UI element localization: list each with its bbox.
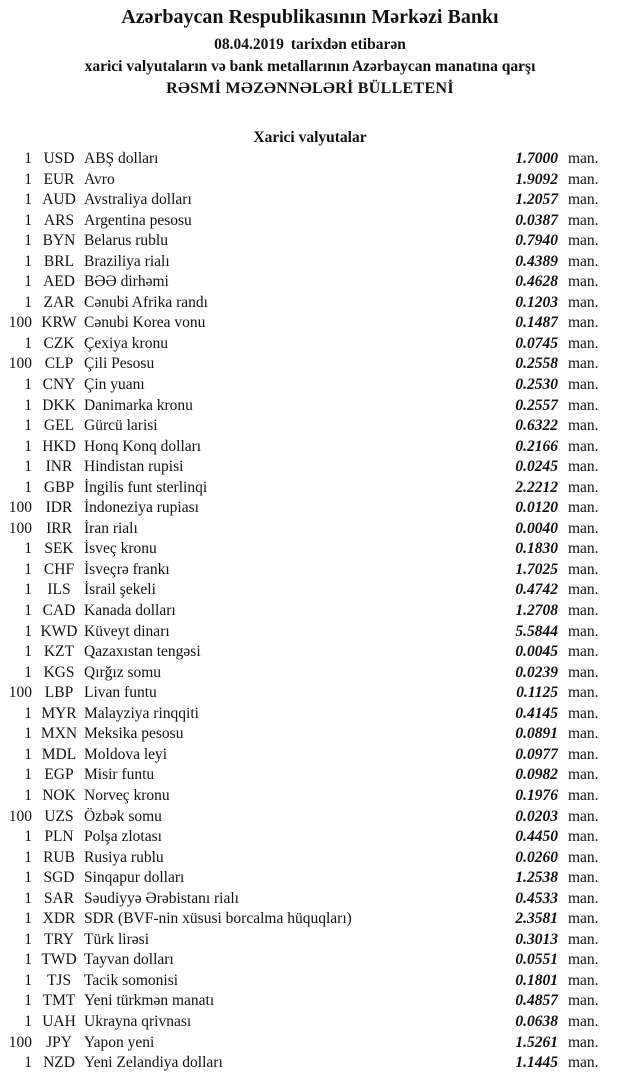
currency-code: PLN xyxy=(44,828,74,846)
currency-code: TJS xyxy=(46,971,72,989)
currency-rate: 1.7000 xyxy=(515,150,558,167)
rate-row xyxy=(0,170,620,191)
currency-quantity: 1 xyxy=(24,191,32,209)
currency-name: Çin yuanı xyxy=(84,376,145,394)
currency-rate: 0.0120 xyxy=(515,499,558,517)
unit-label: man. xyxy=(568,807,599,825)
currency-name: Moldova leyi xyxy=(84,745,168,763)
unit-label: man. xyxy=(568,992,599,1010)
rate-row xyxy=(0,622,620,643)
currency-quantity: 1 xyxy=(24,766,32,784)
currency-rate: 0.1487 xyxy=(515,314,558,332)
rate-row xyxy=(0,231,620,252)
rate-row xyxy=(0,375,620,396)
currency-name: İran rialı xyxy=(84,519,138,537)
unit-label: man. xyxy=(568,252,599,270)
currency-quantity: 1 xyxy=(24,232,32,250)
unit-label: man. xyxy=(568,704,599,722)
unit-label: man. xyxy=(568,602,599,620)
unit-label: man. xyxy=(568,211,599,229)
rate-row xyxy=(0,416,620,437)
currency-code: KGS xyxy=(43,663,75,681)
currency-quantity: 1 xyxy=(24,458,32,476)
currency-rate: 5.5844 xyxy=(515,622,558,640)
unit-label: man. xyxy=(568,869,599,887)
currency-code: CZK xyxy=(43,334,75,352)
currency-rate: 0.0551 xyxy=(515,951,558,969)
currency-code: KRW xyxy=(41,314,77,332)
currency-quantity: 1 xyxy=(24,869,32,887)
currency-code: BYN xyxy=(42,232,76,250)
unit-label: man. xyxy=(568,1054,599,1072)
unit-label: man. xyxy=(568,499,599,517)
currency-code: IDR xyxy=(45,499,73,517)
rate-row xyxy=(0,457,620,478)
currency-name: Cənubi Korea vonu xyxy=(84,314,206,332)
currency-quantity: 1 xyxy=(24,150,32,167)
currency-rate: 0.1125 xyxy=(516,684,558,702)
currency-name: İngilis funt sterlinqi xyxy=(84,478,208,496)
rate-row xyxy=(0,868,620,889)
currency-name: Danimarka kronu xyxy=(84,396,193,414)
currency-name: Argentina pesosu xyxy=(84,211,192,229)
currency-rate: 0.0982 xyxy=(515,766,558,784)
currency-name: Rusiya rublu xyxy=(84,848,164,866)
currency-name: Hindistan rupisi xyxy=(84,458,184,476)
rate-row xyxy=(0,950,620,971)
currency-code: AUD xyxy=(42,191,76,209)
rate-row xyxy=(0,1053,620,1073)
unit-label: man. xyxy=(568,519,599,537)
unit-label: man. xyxy=(568,191,599,209)
currency-quantity: 1 xyxy=(24,828,32,846)
unit-label: man. xyxy=(568,540,599,558)
rate-row xyxy=(0,807,620,828)
currency-code: JPY xyxy=(46,1033,72,1051)
rate-row xyxy=(0,354,620,375)
currency-name: Sinqapur dolları xyxy=(84,869,185,887)
currency-rate: 2.2212 xyxy=(515,478,558,496)
currency-code: UZS xyxy=(44,807,74,825)
currency-quantity: 1 xyxy=(24,889,32,907)
rate-row xyxy=(0,642,620,663)
rate-row xyxy=(0,909,620,930)
currency-code: KZT xyxy=(43,643,75,661)
currency-quantity: 1 xyxy=(24,334,32,352)
rate-row xyxy=(0,519,620,540)
currency-name: Yapon yeni xyxy=(84,1033,155,1051)
currency-code: NOK xyxy=(42,786,76,804)
unit-label: man. xyxy=(568,458,599,476)
unit-label: man. xyxy=(568,971,599,989)
currency-rate: 1.2057 xyxy=(515,191,558,209)
currency-rate: 2.3581 xyxy=(515,910,558,928)
unit-label: man. xyxy=(568,355,599,373)
currency-rate: 0.4533 xyxy=(515,889,558,907)
currency-quantity: 1 xyxy=(24,951,32,969)
unit-label: man. xyxy=(568,314,599,332)
currency-quantity: 100 xyxy=(8,499,32,517)
currency-rate: 0.0245 xyxy=(515,458,558,476)
currency-code: CHF xyxy=(43,560,75,578)
currency-code: TRY xyxy=(43,930,75,948)
currency-quantity: 1 xyxy=(24,910,32,928)
unit-label: man. xyxy=(568,766,599,784)
currency-quantity: 1 xyxy=(24,848,32,866)
rate-row xyxy=(0,663,620,684)
currency-code: EUR xyxy=(43,170,75,188)
currency-rate: 0.0745 xyxy=(515,334,558,352)
unit-label: man. xyxy=(568,232,599,250)
currency-name: Qazaxıstan tengəsi xyxy=(84,643,201,661)
currency-name: Honq Konq dolları xyxy=(84,437,202,455)
currency-quantity: 1 xyxy=(24,704,32,722)
currency-name: İsveçrə frankı xyxy=(84,560,170,578)
currency-rate: 0.7940 xyxy=(515,232,558,250)
currency-rate: 0.6322 xyxy=(515,417,558,435)
currency-name: Çili Pesosu xyxy=(84,355,155,373)
currency-name: Norveç kronu xyxy=(84,786,170,804)
currency-quantity: 1 xyxy=(24,971,32,989)
unit-label: man. xyxy=(568,848,599,866)
unit-label: man. xyxy=(568,1033,599,1051)
rate-row xyxy=(0,313,620,334)
unit-label: man. xyxy=(568,622,599,640)
currency-code: INR xyxy=(45,458,73,476)
currency-rate: 0.4742 xyxy=(515,581,558,599)
currency-code: USD xyxy=(43,150,75,167)
currency-name: İsrail şekeli xyxy=(84,581,156,599)
currency-name: İsveç kronu xyxy=(84,540,157,558)
currency-name: Türk lirəsi xyxy=(84,930,149,948)
currency-quantity: 1 xyxy=(24,437,32,455)
currency-quantity: 1 xyxy=(24,643,32,661)
rate-row xyxy=(0,745,620,766)
rate-row xyxy=(0,272,620,293)
currency-rate: 0.0638 xyxy=(515,1012,558,1030)
currency-name: SDR (BVF-nin xüsusi borcalma hüquqları) xyxy=(84,910,352,928)
rate-row xyxy=(0,1033,620,1054)
section-title-foreign-currencies: Xarici valyutalar xyxy=(253,129,367,146)
currency-quantity: 100 xyxy=(8,355,32,373)
unit-label: man. xyxy=(568,745,599,763)
currency-name: Tacik somonisi xyxy=(84,971,179,989)
currency-rate: 0.3013 xyxy=(515,930,558,948)
currency-quantity: 1 xyxy=(24,1012,32,1030)
currency-quantity: 100 xyxy=(8,684,32,702)
rate-row xyxy=(0,580,620,601)
currency-rate: 1.2538 xyxy=(515,869,558,887)
currency-code: MXN xyxy=(40,725,78,743)
rate-row xyxy=(0,786,620,807)
rate-row xyxy=(0,539,620,560)
currency-quantity: 1 xyxy=(24,170,32,188)
currency-rate: 0.0203 xyxy=(515,807,558,825)
unit-label: man. xyxy=(568,293,599,311)
currency-rate: 0.4450 xyxy=(515,828,558,846)
unit-label: man. xyxy=(568,786,599,804)
unit-label: man. xyxy=(568,1012,599,1030)
currency-name: Braziliya rialı xyxy=(84,252,170,270)
currency-rate: 0.4389 xyxy=(515,252,558,270)
currency-rate: 0.1976 xyxy=(515,786,558,804)
currency-rate: 0.4857 xyxy=(515,992,558,1010)
currency-code: ILS xyxy=(47,581,71,599)
rate-row xyxy=(0,765,620,786)
currency-quantity: 1 xyxy=(24,211,32,229)
currency-rate: 0.2558 xyxy=(515,355,558,373)
unit-label: man. xyxy=(568,663,599,681)
currency-quantity: 1 xyxy=(24,622,32,640)
rate-row xyxy=(0,190,620,211)
currency-rate: 0.1830 xyxy=(515,540,558,558)
unit-label: man. xyxy=(568,437,599,455)
rate-row xyxy=(0,991,620,1012)
currency-code: UAH xyxy=(42,1012,76,1030)
currency-rate: 0.0040 xyxy=(515,519,558,537)
currency-rate: 0.2530 xyxy=(515,376,558,394)
rate-row xyxy=(0,252,620,273)
unit-label: man. xyxy=(568,417,599,435)
unit-label: man. xyxy=(568,334,599,352)
currency-name: Küveyt dinarı xyxy=(84,622,170,640)
currency-rate: 0.1203 xyxy=(515,293,558,311)
rate-row xyxy=(0,498,620,519)
rate-row xyxy=(0,704,620,725)
unit-label: man. xyxy=(568,396,599,414)
rate-row xyxy=(0,601,620,622)
currency-code: XDR xyxy=(42,910,76,928)
currency-code: LBP xyxy=(44,684,74,702)
currency-quantity: 1 xyxy=(24,663,32,681)
currency-name: Yeni Zelandiya dolları xyxy=(84,1054,223,1072)
unit-label: man. xyxy=(568,910,599,928)
bank-name-title: Azərbaycan Respublikasının Mərkəzi Bankı xyxy=(121,6,499,28)
currency-name: Polşa zlotası xyxy=(84,828,162,846)
currency-rate: 1.2708 xyxy=(515,602,558,620)
currency-rate: 0.0387 xyxy=(515,211,558,229)
rate-row xyxy=(0,211,620,232)
currency-quantity: 1 xyxy=(24,478,32,496)
currency-code: MDL xyxy=(41,745,77,763)
currency-quantity: 1 xyxy=(24,581,32,599)
currency-name: Çexiya kronu xyxy=(84,334,168,352)
currency-rate: 1.1445 xyxy=(515,1054,558,1072)
currency-rate: 0.4145 xyxy=(515,704,558,722)
currency-quantity: 1 xyxy=(24,602,32,620)
currency-code: SAR xyxy=(43,889,75,907)
rate-row xyxy=(0,478,620,499)
rate-row xyxy=(0,724,620,745)
currency-code: BRL xyxy=(43,252,75,270)
currency-rate: 0.2166 xyxy=(515,437,558,455)
currency-code: TWD xyxy=(41,951,77,969)
unit-label: man. xyxy=(568,889,599,907)
effective-date-suffix: tarixdən etibarən xyxy=(290,36,406,53)
rate-row xyxy=(0,971,620,992)
currency-code: AED xyxy=(43,273,75,291)
currency-quantity: 1 xyxy=(24,930,32,948)
currency-code: CLP xyxy=(44,355,74,373)
currency-name: Avro xyxy=(84,170,115,188)
currency-name: Belarus rublu xyxy=(84,232,168,250)
currency-code: GEL xyxy=(43,417,75,435)
currency-name: ABŞ dolları xyxy=(84,150,159,167)
currency-quantity: 1 xyxy=(24,745,32,763)
currency-code: EGP xyxy=(44,766,74,784)
currency-quantity: 1 xyxy=(24,252,32,270)
currency-name: Livan funtu xyxy=(84,684,157,702)
currency-name: Ukrayna qrivnası xyxy=(84,1012,192,1030)
currency-code: IRR xyxy=(46,519,72,537)
currency-quantity: 100 xyxy=(8,314,32,332)
rate-row xyxy=(0,437,620,458)
unit-label: man. xyxy=(568,684,599,702)
currency-quantity: 100 xyxy=(8,1033,32,1051)
currency-quantity: 1 xyxy=(24,540,32,558)
currency-code: KWD xyxy=(40,622,78,640)
currency-name: Yeni türkmən manatı xyxy=(84,992,215,1010)
rate-row xyxy=(0,293,620,314)
currency-name: Tayvan dolları xyxy=(84,951,174,969)
currency-rate: 1.7025 xyxy=(515,560,558,578)
currency-name: BƏƏ dirhəmi xyxy=(84,273,169,291)
currency-name: Kanada dolları xyxy=(84,602,176,620)
currency-quantity: 1 xyxy=(24,417,32,435)
currency-quantity: 1 xyxy=(24,560,32,578)
unit-label: man. xyxy=(568,951,599,969)
currency-quantity: 100 xyxy=(8,519,32,537)
rate-row xyxy=(0,827,620,848)
unit-label: man. xyxy=(568,828,599,846)
currency-code: HKD xyxy=(42,437,76,455)
unit-label: man. xyxy=(568,560,599,578)
currency-quantity: 1 xyxy=(24,376,32,394)
currency-rate: 0.0260 xyxy=(515,848,558,866)
currency-code: SEK xyxy=(44,540,74,558)
currency-code: MYR xyxy=(41,704,77,722)
unit-label: man. xyxy=(568,581,599,599)
currency-code: CAD xyxy=(42,602,76,620)
currency-quantity: 1 xyxy=(24,1054,32,1072)
unit-label: man. xyxy=(568,273,599,291)
currency-rate: 0.4628 xyxy=(515,273,558,291)
currency-quantity: 1 xyxy=(24,725,32,743)
currency-quantity: 1 xyxy=(24,992,32,1010)
currency-code: TMT xyxy=(42,992,76,1010)
unit-label: man. xyxy=(568,643,599,661)
currency-rate: 0.0239 xyxy=(515,663,558,681)
rates-table xyxy=(0,149,620,1073)
rate-row xyxy=(0,848,620,869)
currency-code: DKK xyxy=(42,396,76,414)
currency-quantity: 1 xyxy=(24,786,32,804)
currency-code: GBP xyxy=(43,478,75,496)
currency-name: Meksika pesosu xyxy=(84,725,184,743)
currency-code: ZAR xyxy=(43,293,75,311)
currency-quantity: 100 xyxy=(8,807,32,825)
currency-rate: 1.5261 xyxy=(515,1033,558,1051)
currency-rate: 0.2557 xyxy=(515,396,558,414)
effective-date: 08.04.2019 xyxy=(214,36,284,53)
currency-code: SGD xyxy=(43,869,75,887)
currency-quantity: 1 xyxy=(24,273,32,291)
currency-rate: 0.1801 xyxy=(515,971,558,989)
effective-date-line xyxy=(0,35,620,54)
rate-row xyxy=(0,334,620,355)
unit-label: man. xyxy=(568,376,599,394)
currency-name: Avstraliya dolları xyxy=(84,191,192,209)
bulletin-title: RƏSMİ MƏZƏNNƏLƏRİ BÜLLETENİ xyxy=(166,80,454,97)
currency-quantity: 1 xyxy=(24,293,32,311)
currency-name: Malayziya rinqqiti xyxy=(84,704,199,722)
rate-row xyxy=(0,683,620,704)
currency-code: RUB xyxy=(43,848,75,866)
rate-row xyxy=(0,396,620,417)
rate-row xyxy=(0,930,620,951)
unit-label: man. xyxy=(568,478,599,496)
currency-name: Gürcü larisi xyxy=(84,417,158,435)
currency-code: CNY xyxy=(42,376,76,394)
currency-rate: 0.0977 xyxy=(515,745,558,763)
unit-label: man. xyxy=(568,150,599,167)
unit-label: man. xyxy=(568,725,599,743)
currency-rate: 0.0045 xyxy=(515,643,558,661)
unit-label: man. xyxy=(568,930,599,948)
currency-rate: 0.0891 xyxy=(515,725,558,743)
currency-name: Səudiyyə Ərəbistanı rialı xyxy=(84,889,239,907)
currency-code: ARS xyxy=(43,211,75,229)
currency-name: Özbək somu xyxy=(84,807,162,825)
bulletin-subtitle: xarici valyutaların və bank metallarının Azərbaycan manatına qarşı xyxy=(84,58,536,75)
currency-name: Cənubi Afrika randı xyxy=(84,293,208,311)
currency-quantity: 1 xyxy=(24,396,32,414)
currency-rate: 1.9092 xyxy=(515,170,558,188)
currency-code: NZD xyxy=(43,1054,75,1072)
currency-name: İndoneziya rupiası xyxy=(84,499,199,517)
currency-name: Misir funtu xyxy=(84,766,155,784)
currency-name: Qırğız somu xyxy=(84,663,162,681)
rate-row xyxy=(0,149,620,170)
unit-label: man. xyxy=(568,170,599,188)
rate-row xyxy=(0,1012,620,1033)
rate-row xyxy=(0,560,620,581)
rate-row xyxy=(0,889,620,910)
